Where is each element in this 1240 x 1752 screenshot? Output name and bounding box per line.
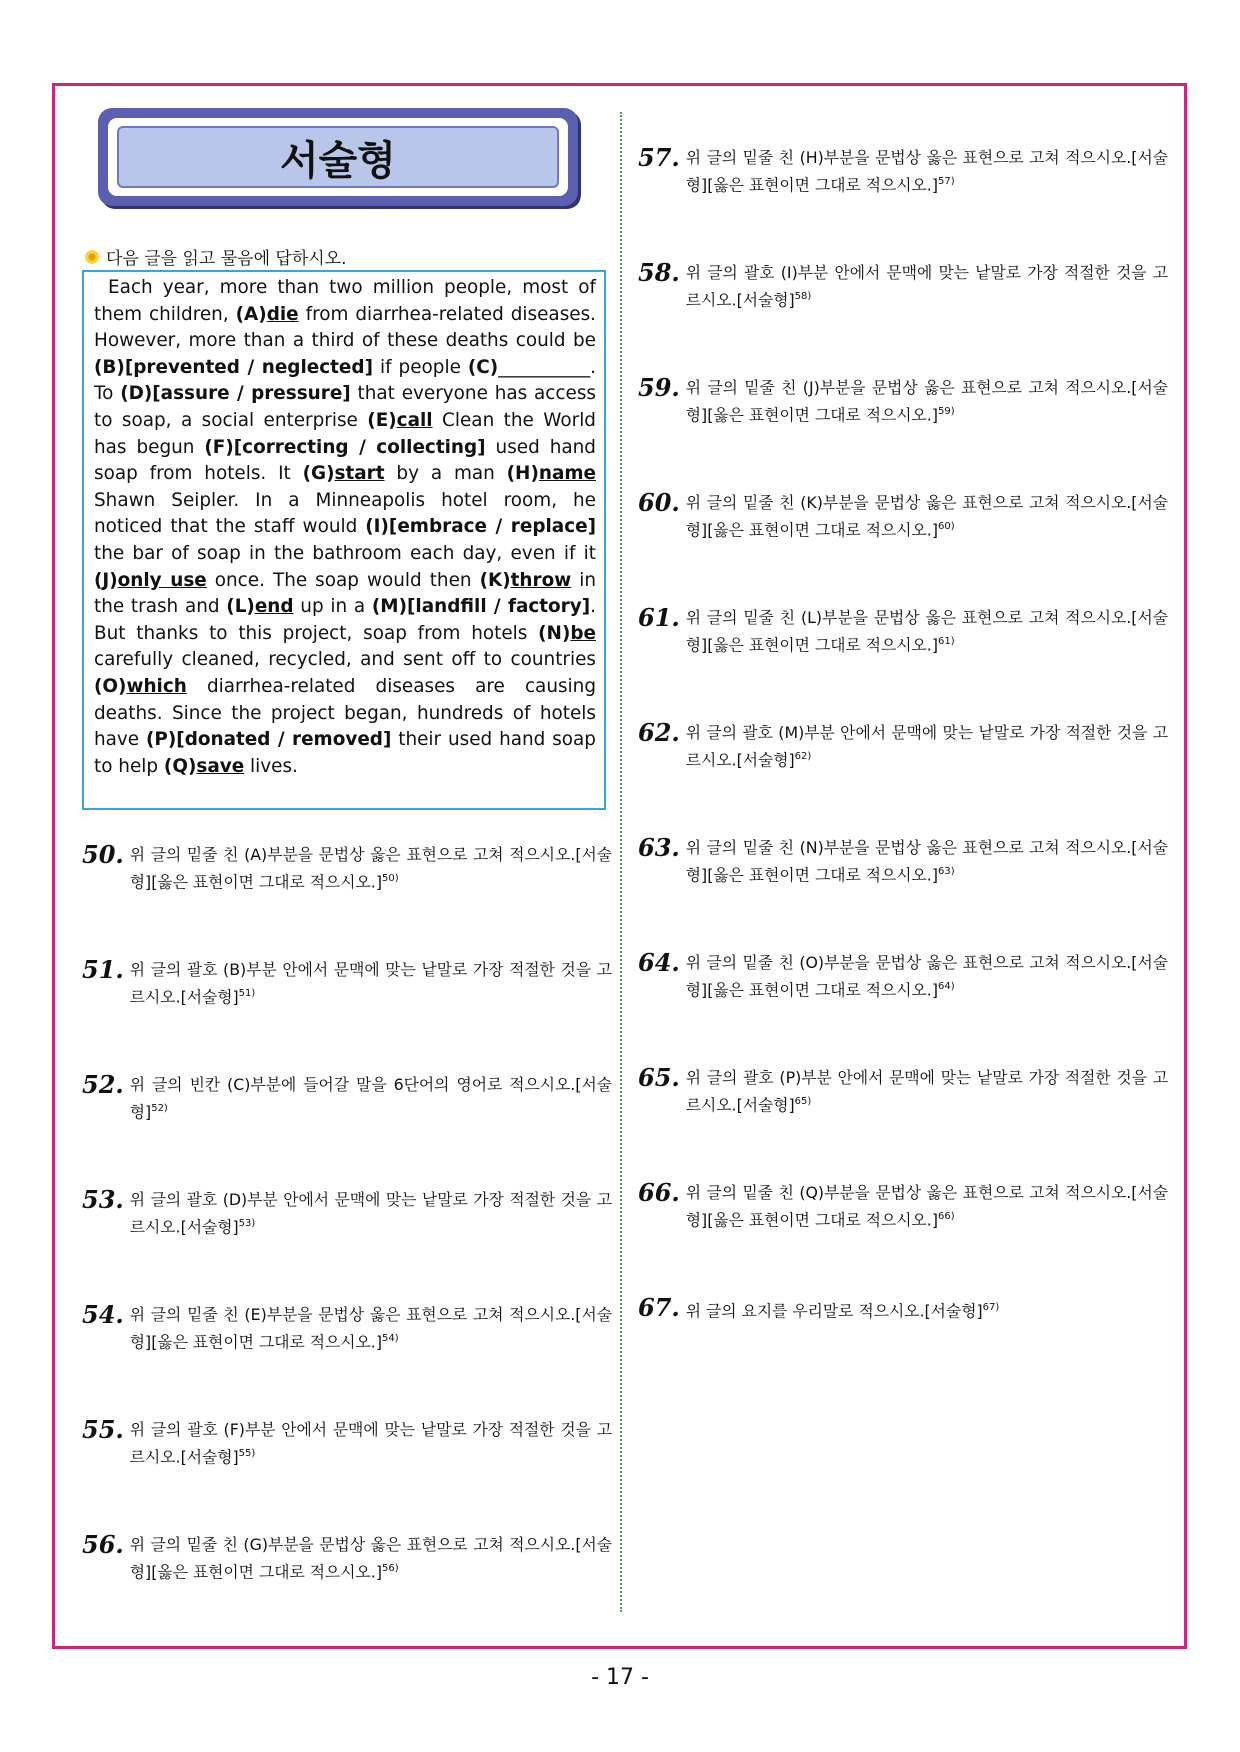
question-item [638,143,1168,197]
footnote-marker: 64) [937,981,955,992]
question-number: 61. [638,603,680,632]
question-number: 60. [638,488,680,517]
question-number: 59. [638,373,680,402]
question-number: 62. [638,718,680,747]
question-item [82,1300,612,1354]
question-text: 위 글의 요지를 우리말로 적으시오.[서술형]$^{67)}$ [685,1301,1000,1321]
question-text: 위 글의 괄호 (F)부분 안에서 문맥에 맞는 낱말로 가장 적절한 것을 고르시오.[서술형]$^{55)}$ [129,1420,612,1467]
question-text: 위 글의 밑줄 친 (H)부분을 문법상 옳은 표현으로 고쳐 적으시오.[서술형][옳은 표현이면 그대로 적으시오.]$^{57)}$ [685,148,1168,195]
question-number: 55. [82,1415,124,1444]
question-item [638,488,1168,542]
question-item [82,1070,612,1124]
footnote-marker: 57) [937,176,955,187]
footnote-marker: 59) [937,406,955,417]
question-text: 위 글의 괄호 (P)부분 안에서 문맥에 맞는 낱말로 가장 적절한 것을 고르시오.[서술형]$^{65)}$ [685,1068,1168,1115]
question-number: 56. [82,1530,124,1559]
question-number: 58. [638,258,680,287]
question-item [638,373,1168,427]
question-text: 위 글의 괄호 (B)부분 안에서 문맥에 맞는 낱말로 가장 적절한 것을 고르시오.[서술형]$^{51)}$ [129,960,612,1007]
footnote-marker: 52) [151,1103,168,1114]
footnote-marker: 56) [381,1563,399,1574]
question-item [638,948,1168,1002]
footnote-marker: 66) [937,1211,955,1222]
question-number: 57. [638,143,680,172]
flower-icon [84,249,100,265]
question-item [82,1415,612,1469]
question-number: 67. [638,1293,680,1322]
question-item [638,603,1168,657]
footnote-marker: 51) [238,988,256,999]
instruction-text: 다음 글을 읽고 물음에 답하시오. [106,249,347,269]
question-item [638,1063,1168,1117]
footnote-marker: 54) [381,1333,399,1344]
question-number: 52. [82,1070,124,1099]
footnote-marker: 60) [937,521,955,532]
question-text: 위 글의 밑줄 친 (J)부분을 문법상 옳은 표현으로 고쳐 적으시오.[서술형][옳은 표현이면 그대로 적으시오.]$^{59)}$ [685,378,1168,425]
question-item [638,1178,1168,1232]
question-text: 위 글의 밑줄 친 (E)부분을 문법상 옳은 표현으로 고쳐 적으시오.[서술형][옳은 표현이면 그대로 적으시오.]$^{54)}$ [129,1305,612,1352]
section-banner [98,108,578,206]
question-number: 63. [638,833,680,862]
question-text: 위 글의 밑줄 친 (K)부분을 문법상 옳은 표현으로 고쳐 적으시오.[서술형][옳은 표현이면 그대로 적으시오.]$^{60)}$ [685,493,1168,540]
footnote-marker: 61) [937,636,955,647]
question-text: 위 글의 밑줄 친 (O)부분을 문법상 옳은 표현으로 고쳐 적으시오.[서술형][옳은 표현이면 그대로 적으시오.]$^{64)}$ [685,953,1168,1000]
question-text: 위 글의 밑줄 친 (L)부분을 문법상 옳은 표현으로 고쳐 적으시오.[서술형][옳은 표현이면 그대로 적으시오.]$^{61)}$ [685,608,1168,655]
section-title: 서술형 [117,126,559,188]
question-number: 53. [82,1185,124,1214]
reading-passage [82,270,606,810]
column-divider [620,112,622,1612]
question-item [638,833,1168,887]
question-number: 51. [82,955,124,984]
footnote-marker: 55) [238,1448,256,1459]
question-text: 위 글의 밑줄 친 (A)부분을 문법상 옳은 표현으로 고쳐 적으시오.[서술형][옳은 표현이면 그대로 적으시오.]$^{50)}$ [129,845,612,892]
question-item [82,955,612,1009]
question-item [638,258,1168,312]
question-number: 50. [82,840,124,869]
question-number: 65. [638,1063,680,1092]
question-number: 66. [638,1178,680,1207]
footnote-marker: 50) [381,873,399,884]
question-item [82,840,612,894]
question-text: 위 글의 밑줄 친 (Q)부분을 문법상 옳은 표현으로 고쳐 적으시오.[서술형][옳은 표현이면 그대로 적으시오.]$^{66)}$ [685,1183,1168,1230]
question-item [638,1293,1168,1323]
question-text: 위 글의 빈칸 (C)부분에 들어갈 말을 6단어의 영어로 적으시오.[서술형]$^{52)}$ [129,1075,612,1122]
passage-text: Each year, more than two million people, most of them children, (A)die from diarrhea-related diseases. However, more than a third of these deaths could be (B)[prevented / neglected] if people (C)__________. To (D)[assure / pressure] that everyone has access to soap, a social enterprise (E)call Clean the World has begun (F)[correcting / collecting] used hand soap from hotels. It (G)start by a man (H)name Shawn Seipler. In a Minneapolis hotel room, he noticed that the staff would (I)[embrace / replace] the bar of soap in the bathroom each day, even if it (J)only use once. The soap would then (K)throw in the trash and (L)end up in a (M)[landfill / factory]. But thanks to this project, soap from hotels (N)be carefully cleaned, recycled, and sent off to countries (O)which diarrhea-related diseases are causing deaths. Since the project began, hundreds of hotels have (P)[donated / removed] their used hand soap to help (Q)save lives. [94,277,597,777]
footnote-marker: 67) [982,1302,1000,1313]
footnote-marker: 53) [238,1218,256,1229]
question-text: 위 글의 괄호 (I)부분 안에서 문맥에 맞는 낱말로 가장 적절한 것을 고르시오.[서술형]$^{58)}$ [685,263,1168,310]
footnote-marker: 58) [794,291,812,302]
page-number: - 17 - [591,1665,649,1690]
question-text: 위 글의 밑줄 친 (N)부분을 문법상 옳은 표현으로 고쳐 적으시오.[서술형][옳은 표현이면 그대로 적으시오.]$^{63)}$ [685,838,1168,885]
question-text: 위 글의 괄호 (M)부분 안에서 문맥에 맞는 낱말로 가장 적절한 것을 고르시오.[서술형]$^{62)}$ [685,723,1168,770]
question-item [82,1185,612,1239]
footnote-marker: 65) [794,1096,812,1107]
question-text: 위 글의 밑줄 친 (G)부분을 문법상 옳은 표현으로 고쳐 적으시오.[서술형][옳은 표현이면 그대로 적으시오.]$^{56)}$ [129,1535,612,1582]
question-number: 54. [82,1300,124,1329]
footnote-marker: 62) [794,751,812,762]
footnote-marker: 63) [937,866,955,877]
question-number: 64. [638,948,680,977]
instruction [84,244,347,269]
question-item [638,718,1168,772]
question-text: 위 글의 괄호 (D)부분 안에서 문맥에 맞는 낱말로 가장 적절한 것을 고르시오.[서술형]$^{53)}$ [129,1190,612,1237]
question-item [82,1530,612,1584]
